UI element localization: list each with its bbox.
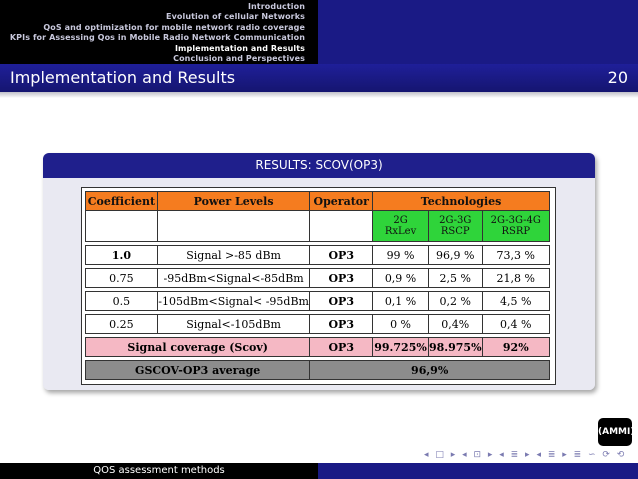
results-block (43, 153, 595, 390)
tech-col-2g-3g: 2G-3G RSCP (428, 211, 482, 242)
gscov-row: GSCOV-OP3 average 96,9% (86, 361, 550, 380)
table-row: 0.25 Signal<-105dBm OP3 0 % 0,4% 0,4 % (86, 315, 550, 334)
header-technologies: Technologies (373, 192, 550, 211)
results-table-frame (81, 187, 556, 385)
table-row: 0.75 -95dBm<Signal<-85dBm OP3 0,9 % 2,5 % 21,8 % (86, 269, 550, 288)
block-title: RESULTS: SCOV(OP3) (43, 153, 595, 178)
nav-section-list (0, 0, 318, 64)
header-power-levels: Power Levels (157, 192, 310, 211)
results-table (85, 191, 550, 380)
frame-title: Implementation and Results (10, 68, 236, 87)
nav-item-evolution[interactable]: Evolution of cellular Networks (166, 12, 305, 22)
footer-title: QOS assessment methods (0, 463, 318, 479)
header-coefficient: Coefficient (86, 192, 158, 211)
nav-right-panel (318, 0, 638, 64)
table-subheader-row (86, 211, 550, 242)
nav-items (0, 2, 305, 64)
footer (0, 463, 638, 479)
tech-col-2g-3g-4g: 2G-3G-4G RSRP (482, 211, 549, 242)
nav-item-conclusion[interactable]: Conclusion and Perspectives (173, 54, 305, 64)
nav-header (0, 0, 638, 64)
footer-right-panel (318, 463, 638, 479)
table-header-row (86, 192, 550, 211)
nav-item-implementation[interactable]: Implementation and Results (174, 43, 305, 53)
beamer-navigation-icons[interactable]: ◂ □ ▸ ◂ ⊡ ▸ ◂ ≣ ▸ ◂ ≣ ▸ ≣ ∽ ⟳ ⟲ (424, 450, 627, 460)
tech-col-2g: 2G RxLev (373, 211, 429, 242)
title-shadow (0, 92, 638, 98)
nav-item-qos-optimization[interactable]: QoS and optimization for mobile network radio coverage (43, 22, 305, 32)
nav-item-kpis[interactable]: KPIs for Assessing Qos in Mobile Radio Network Communication (9, 33, 305, 43)
scov-row: Signal coverage (Scov) OP3 99.725% 98.975% 92% (86, 338, 550, 357)
ammi-logo: (AMMI) (598, 418, 632, 446)
header-operator: Operator (310, 192, 373, 211)
page-number: 20 (607, 68, 628, 87)
table-row: 1.0 Signal >-85 dBm OP3 99 % 96,9 % 73,3 % (86, 246, 550, 265)
block-body (43, 178, 595, 390)
table-row: 0.5 -105dBm<Signal< -95dBm OP3 0,1 % 0,2 % 4,5 % (86, 292, 550, 311)
nav-item-introduction[interactable]: Introduction (247, 2, 305, 11)
frame-title-bar (0, 64, 638, 92)
